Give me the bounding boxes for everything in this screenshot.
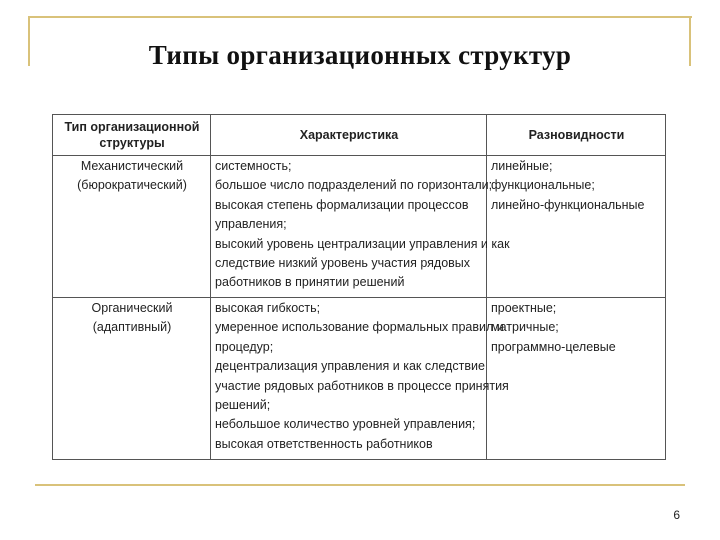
characteristic-item: высокая степень формализации процессов: [215, 197, 469, 212]
characteristic-item: децентрализация управления и как следствие: [215, 359, 485, 374]
characteristic-item: умеренное использование формальных правил и: [215, 320, 504, 335]
row-type-mechanistic: Механистический (бюрократический): [53, 156, 211, 298]
characteristic-item: системность;: [215, 159, 292, 173]
row-characteristics-mechanistic: [211, 156, 510, 298]
characteristic-item: процедур;: [215, 339, 274, 354]
characteristic-item: высокий уровень централизации управления и как: [215, 236, 510, 251]
slide-title: Типы организационных структур: [148, 40, 572, 70]
row-varieties-organic: [487, 298, 666, 460]
row-type-organic: Органический (адаптивный): [53, 298, 211, 460]
row-characteristics-organic: [211, 298, 509, 460]
frame-top-line: [28, 16, 692, 18]
header-characteristics: Характеристика: [211, 115, 487, 156]
page-number: 6: [673, 508, 680, 522]
variety-item: программно-целевые: [491, 339, 616, 354]
characteristic-item: работников в принятии решений: [215, 275, 405, 290]
header-type: Тип организационной структуры: [53, 115, 211, 156]
characteristic-item: участие рядовых работников в процессе принятия: [215, 378, 509, 393]
org-structures-table: [52, 114, 666, 460]
characteristic-item: большое число подразделений по горизонтали;: [215, 178, 493, 193]
table-row: [53, 156, 666, 298]
variety-item: функциональные;: [491, 178, 595, 193]
characteristic-item: управления;: [215, 217, 287, 232]
characteristic-item: высокая ответственность работников: [215, 436, 433, 451]
header-varieties: Разновидности: [487, 115, 666, 156]
characteristic-item: высокая гибкость;: [215, 301, 321, 315]
characteristic-item: решений;: [215, 397, 271, 412]
variety-item: проектные;: [491, 301, 557, 315]
footer-divider: [35, 484, 685, 486]
characteristic-item: небольшое количество уровней управления;: [215, 417, 476, 432]
variety-item: матричные;: [491, 320, 559, 335]
table-row: [53, 298, 666, 460]
variety-item: линейно-функциональные: [491, 197, 645, 212]
variety-item: линейные;: [491, 159, 553, 173]
characteristic-item: следствие низкий уровень участия рядовых: [215, 255, 471, 270]
table-header-row: [53, 115, 666, 156]
row-varieties-mechanistic: [487, 156, 666, 298]
